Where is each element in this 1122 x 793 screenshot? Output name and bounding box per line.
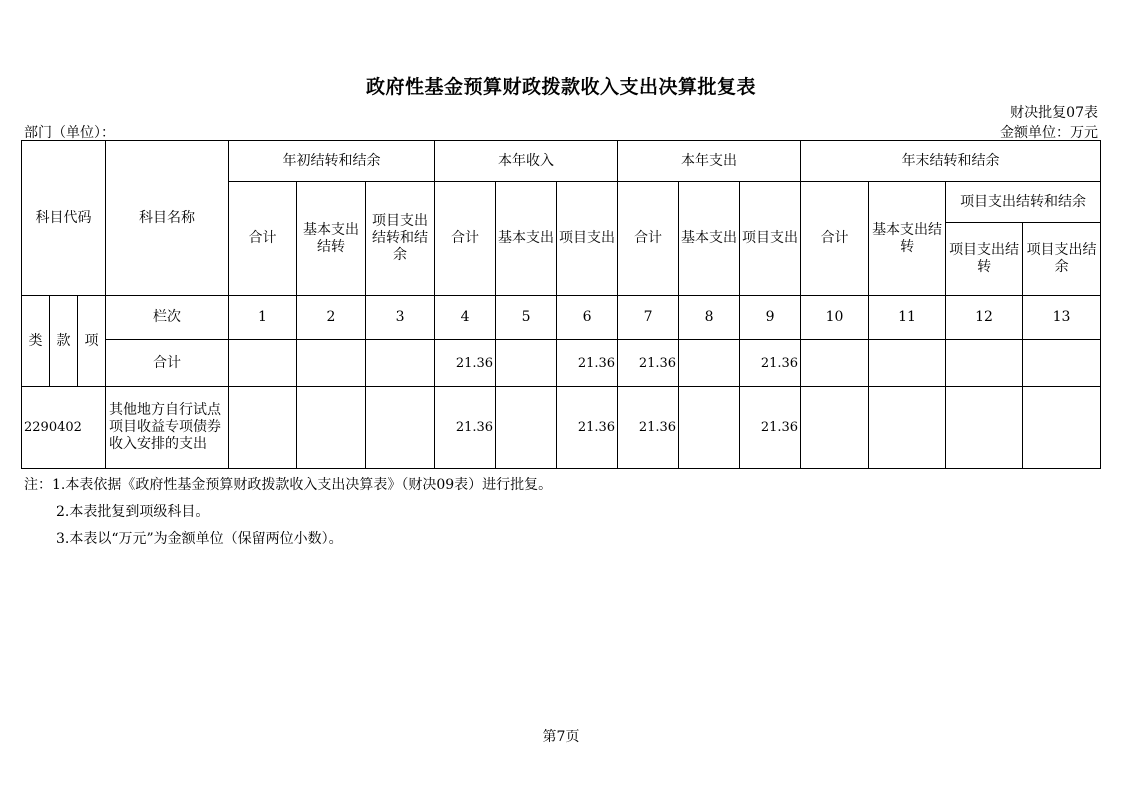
amount-cell xyxy=(869,387,946,469)
begin-basic-carryover-header: 基本支出结转 xyxy=(297,182,366,296)
column-number: 6 xyxy=(557,296,618,340)
total-cell: 21.36 xyxy=(740,340,801,387)
notes xyxy=(24,472,552,553)
amount-cell xyxy=(297,387,366,469)
subject-code-cell: 2290402 xyxy=(22,387,106,469)
total-cell xyxy=(366,340,435,387)
total-cell xyxy=(1023,340,1101,387)
income-total-header: 合计 xyxy=(435,182,496,296)
begin-project-carry-surplus-header: 项目支出结转和结余 xyxy=(366,182,435,296)
column-number: 4 xyxy=(435,296,496,340)
amount-cell: 21.36 xyxy=(618,387,679,469)
column-number: 7 xyxy=(618,296,679,340)
end-total-header: 合计 xyxy=(801,182,869,296)
lei-header: 类 xyxy=(22,296,50,387)
subject-code-header: 科目代码 xyxy=(22,141,106,296)
subject-name-cell: 其他地方自行试点项目收益专项债券收入安排的支出 xyxy=(106,387,229,469)
amount-cell xyxy=(496,387,557,469)
column-number: 2 xyxy=(297,296,366,340)
total-cell xyxy=(229,340,297,387)
end-project-surplus-header: 项目支出结余 xyxy=(1023,223,1101,296)
total-cell xyxy=(946,340,1023,387)
income-project-header: 项目支出 xyxy=(557,182,618,296)
total-row-label: 合计 xyxy=(106,340,229,387)
column-number: 5 xyxy=(496,296,557,340)
amount-cell: 21.36 xyxy=(557,387,618,469)
kuan-header: 款 xyxy=(50,296,78,387)
column-number: 11 xyxy=(869,296,946,340)
total-cell xyxy=(496,340,557,387)
total-cell: 21.36 xyxy=(618,340,679,387)
expense-group-header: 本年支出 xyxy=(618,141,801,182)
subject-name-header: 科目名称 xyxy=(106,141,229,296)
table-row xyxy=(22,387,1101,469)
begin-total-header: 合计 xyxy=(229,182,297,296)
amount-unit-label: 金额单位：万元 xyxy=(1000,125,1098,141)
page-title: 政府性基金预算财政拨款收入支出决算批复表 xyxy=(365,76,756,98)
xiang-header: 项 xyxy=(78,296,106,387)
end-project-group-header: 项目支出结转和结余 xyxy=(946,182,1101,223)
total-cell xyxy=(297,340,366,387)
end-basic-carryover-header: 基本支出结转 xyxy=(869,182,946,296)
column-number: 13 xyxy=(1023,296,1101,340)
amount-cell: 21.36 xyxy=(740,387,801,469)
total-cell: 21.36 xyxy=(435,340,496,387)
total-cell xyxy=(869,340,946,387)
amount-cell xyxy=(366,387,435,469)
department-label: 部门（单位）： xyxy=(24,125,115,141)
approval-table xyxy=(21,140,1101,469)
column-number: 1 xyxy=(229,296,297,340)
amount-cell xyxy=(229,387,297,469)
total-cell xyxy=(679,340,740,387)
amount-cell: 21.36 xyxy=(435,387,496,469)
begin-balance-group-header: 年初结转和结余 xyxy=(229,141,435,182)
total-cell: 21.36 xyxy=(557,340,618,387)
column-number: 10 xyxy=(801,296,869,340)
note-item: 注：1.本表依据《政府性基金预算财政拨款收入支出决算表》（财决09表）进行批复。 xyxy=(24,477,553,493)
expense-total-header: 合计 xyxy=(618,182,679,296)
expense-project-header: 项目支出 xyxy=(740,182,801,296)
page-number: 第7页 xyxy=(542,729,580,745)
expense-basic-header: 基本支出 xyxy=(679,182,740,296)
table-code: 财决批复07表 xyxy=(1010,105,1098,121)
amount-cell xyxy=(801,387,869,469)
end-project-carryover-header: 项目支出结转 xyxy=(946,223,1023,296)
note-item: 2.本表批复到项级科目。 xyxy=(56,504,210,520)
amount-cell xyxy=(679,387,740,469)
note-item: 3.本表以“万元”为金额单位（保留两位小数）。 xyxy=(56,531,343,547)
income-group-header: 本年收入 xyxy=(435,141,618,182)
column-number: 9 xyxy=(740,296,801,340)
amount-cell xyxy=(946,387,1023,469)
column-number: 8 xyxy=(679,296,740,340)
end-balance-group-header: 年末结转和结余 xyxy=(801,141,1101,182)
income-basic-header: 基本支出 xyxy=(496,182,557,296)
column-number: 3 xyxy=(366,296,435,340)
column-number: 12 xyxy=(946,296,1023,340)
amount-cell xyxy=(1023,387,1101,469)
total-cell xyxy=(801,340,869,387)
column-index-label: 栏次 xyxy=(106,296,229,340)
